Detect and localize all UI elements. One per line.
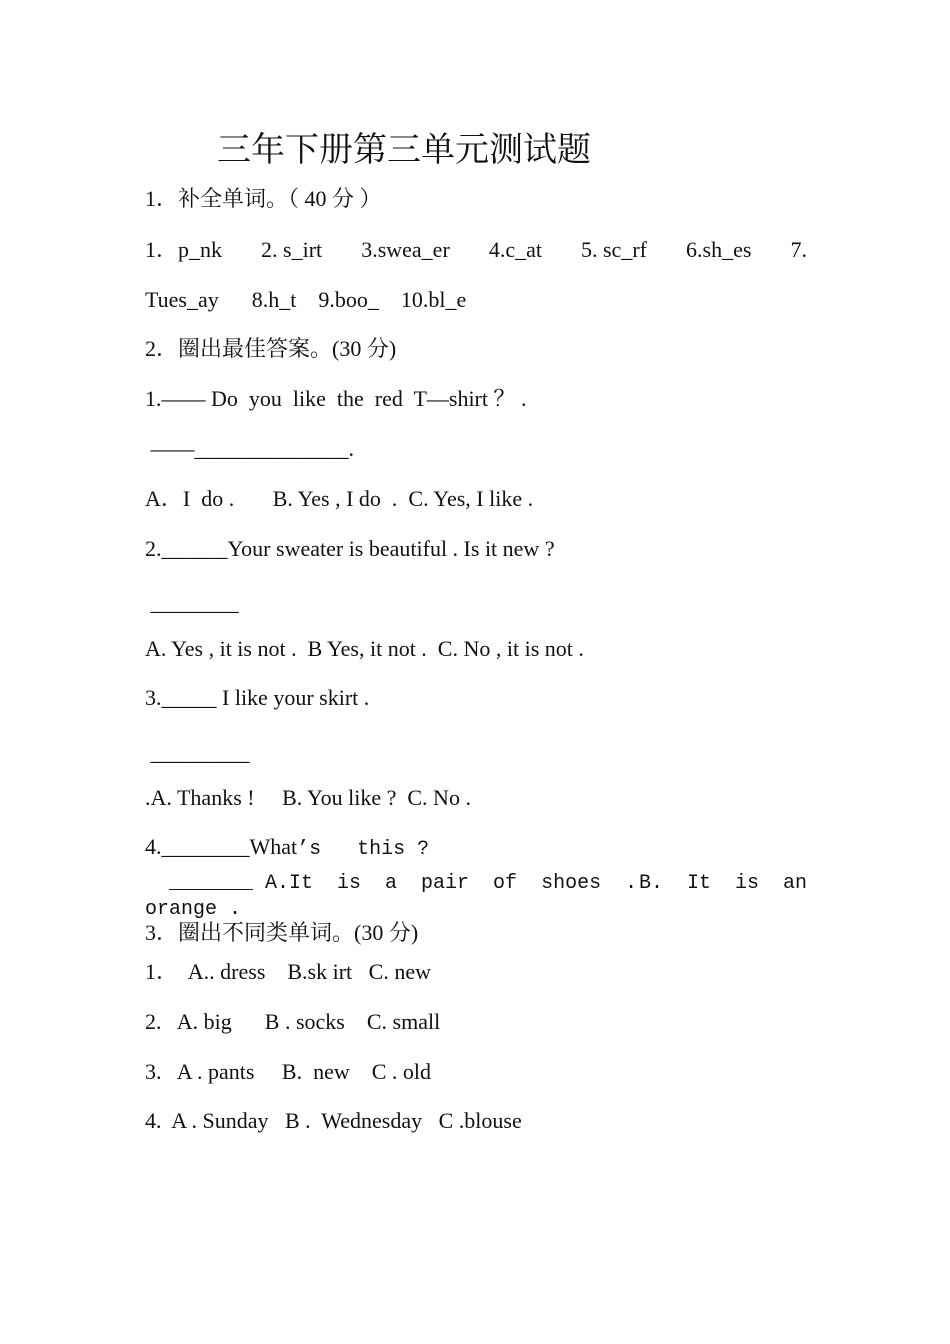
option-b: B. It is an [638,872,807,895]
word-item: 4.c_at [488,237,542,262]
page-title: 三年下册第三单元测试题 [217,130,591,170]
options-3: .A. Thanks ! B. You like ? C. No . [145,785,471,810]
options-4-row2: orange . [145,898,242,921]
word-item: 6.sh_es [686,237,752,262]
section1-heading: 1．补全单词。（ 40 分 ） [145,186,382,211]
section3-heading: 3．圈出不同类单词。(30 分) [145,920,419,945]
list-item: 4. A . Sunday B . Wednesday C .blouse [145,1108,522,1133]
option-a: _______ A.It is a pair of shoes . [145,872,638,895]
options-4-row1 [145,872,807,896]
question-1: 1.—— Do you like the red T—shirt ？ . [145,386,527,411]
question-4-suffix: ’s this ? [297,838,430,861]
list-item: 1． A.. dress B.sk irt C. new [145,959,432,984]
answer-blank-2: ________ [145,590,239,615]
list-item: 3. A . pants B. new C . old [145,1059,432,1084]
list-item: 2. A. big B . socks C. small [145,1009,441,1034]
word-item: 2. s_irt [261,237,323,262]
word-item: 7. [790,237,807,262]
question-2: 2.______Your sweater is beautiful . Is it new ? [145,536,555,561]
options-2: A. Yes , it is not . B Yes, it not . C. No , it is not . [145,636,584,661]
question-4 [145,834,429,863]
answer-blank-1: ——______________. [145,436,354,461]
section2-heading: 2．圈出最佳答案。(30 分) [145,336,397,361]
options-1: A．I do . B. Yes , I do . C. Yes, I like . [145,486,534,511]
word-item: 3.swea_er [361,237,450,262]
word-item: 1．p_nk [145,237,223,262]
question-4-prefix: 4.________What [145,834,298,859]
question-3: 3._____ I like your skirt . [145,685,370,710]
section1-words-row1 [145,237,807,263]
word-item: 5. sc_rf [581,237,647,262]
section1-words-row2: Tues_ay 8.h_t 9.boo_ 10.bl_e [145,287,467,312]
answer-blank-3: _________ [145,740,250,765]
